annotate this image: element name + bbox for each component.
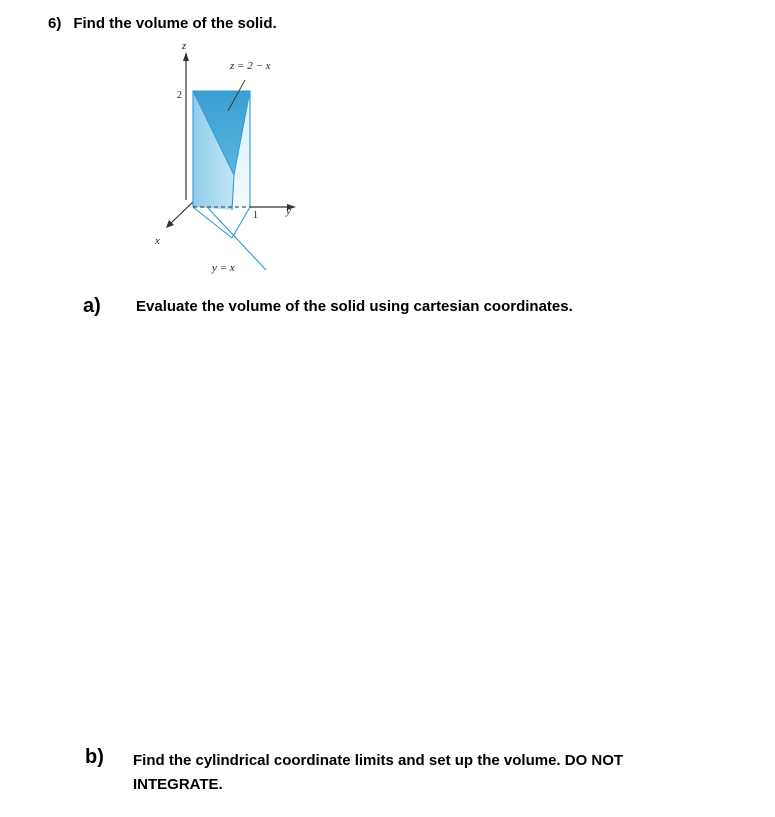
x-axis-label: x: [155, 235, 160, 247]
part-a-letter: a): [83, 295, 101, 317]
part-a-question: Evaluate the volume of the solid using cartesian coordinates.: [136, 298, 573, 315]
problem-number: 6): [48, 15, 62, 32]
z-tick-label: 2: [177, 90, 182, 101]
problem-heading: [48, 15, 277, 32]
z-axis: [183, 52, 189, 200]
solid-figure: [150, 38, 310, 276]
z-axis-label: z: [182, 40, 187, 52]
x-axis: [166, 200, 195, 228]
surface-label: z = 2 − x: [230, 60, 271, 72]
part-b-letter: b): [85, 746, 104, 768]
part-b-question: Find the cylindrical coordinate limits and set up the volume. DO NOT INTEGRATE.: [133, 752, 624, 793]
y-tick-label: 1: [253, 210, 258, 221]
z-axis-arrowhead: [183, 52, 189, 61]
y-axis-label: y: [286, 205, 291, 217]
plane-label: y = x: [212, 262, 235, 274]
problem-title: Find the volume of the solid.: [73, 15, 277, 32]
